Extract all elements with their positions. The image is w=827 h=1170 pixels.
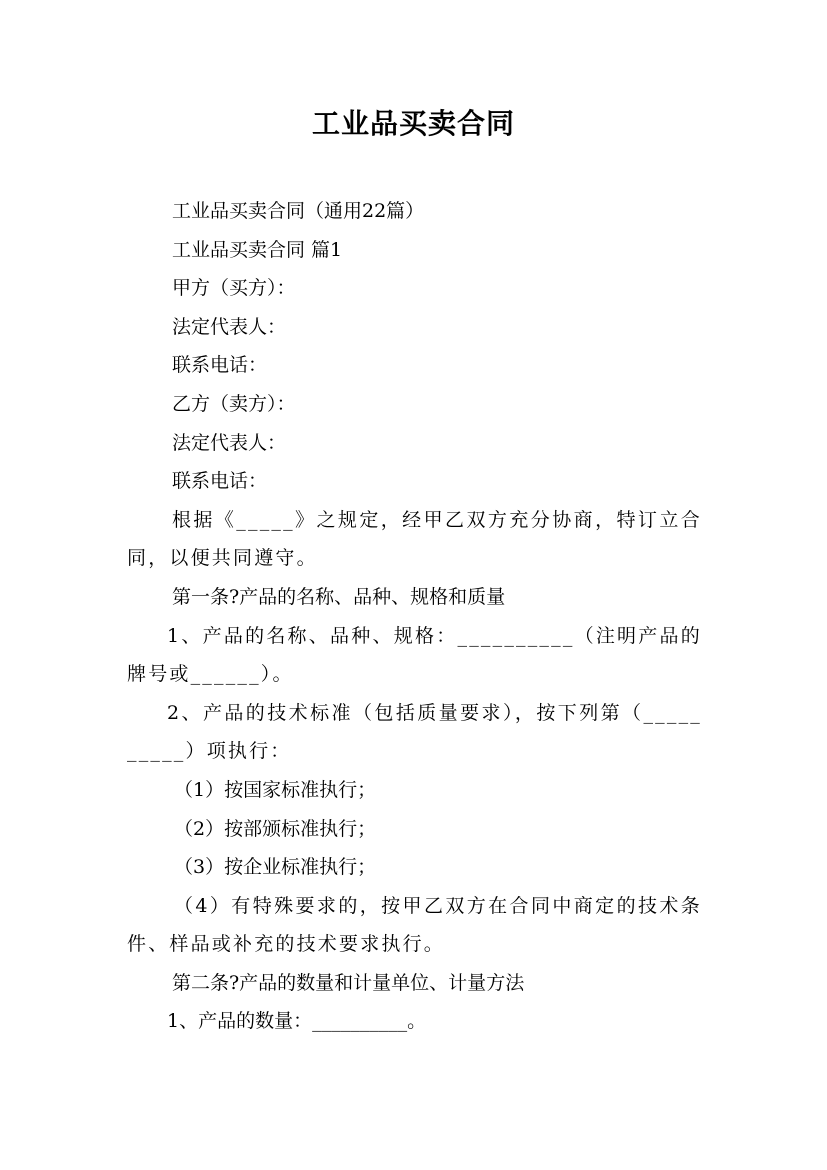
paragraph-party-a-representative: 法定代表人： [172,315,287,338]
paragraph-product-name: 1、产品的名称、品种、规格：__________（注明产品的牌号或______）。 [127,624,702,686]
paragraph-technical-standard: 2、产品的技术标准（包括质量要求），按下列第（__________）项执行： [127,701,702,763]
paragraph-party-a: 甲方（买方）： [172,277,296,300]
paragraph-article-one: 第一条?产品的名称、品种、规格和质量 [172,585,506,608]
paragraph-subtitle: 工业品买卖合同（通用22篇） [172,200,425,222]
paragraph-option-enterprise: （3）按企业标准执行； [174,856,377,879]
document-title: 工业品买卖合同 [311,107,515,140]
paragraph-party-b: 乙方（卖方）： [172,392,296,415]
paragraph-basis: 根据《_____》之规定，经甲乙双方充分协商，特订立合同，以便共同遵守。 [127,508,702,570]
paragraph-option-ministry: （2）按部颁标准执行； [174,817,377,840]
paragraph-article-two: 第二条?产品的数量和计量单位、计量方法 [172,971,525,994]
paragraph-product-quantity: 1、产品的数量：__________。 [167,1010,427,1033]
paragraph-option-national: （1）按国家标准执行； [174,778,377,801]
document-body [127,192,702,1041]
paragraph-party-a-phone: 联系电话： [172,354,268,377]
paragraph-party-b-representative: 法定代表人： [172,431,287,454]
paragraph-party-b-phone: 联系电话： [172,470,268,493]
paragraph-option-special: （4）有特殊要求的，按甲乙双方在合同中商定的技术条件、样品或补充的技术要求执行。 [127,894,702,956]
paragraph-section-heading: 工业品买卖合同 篇1 [172,238,343,261]
